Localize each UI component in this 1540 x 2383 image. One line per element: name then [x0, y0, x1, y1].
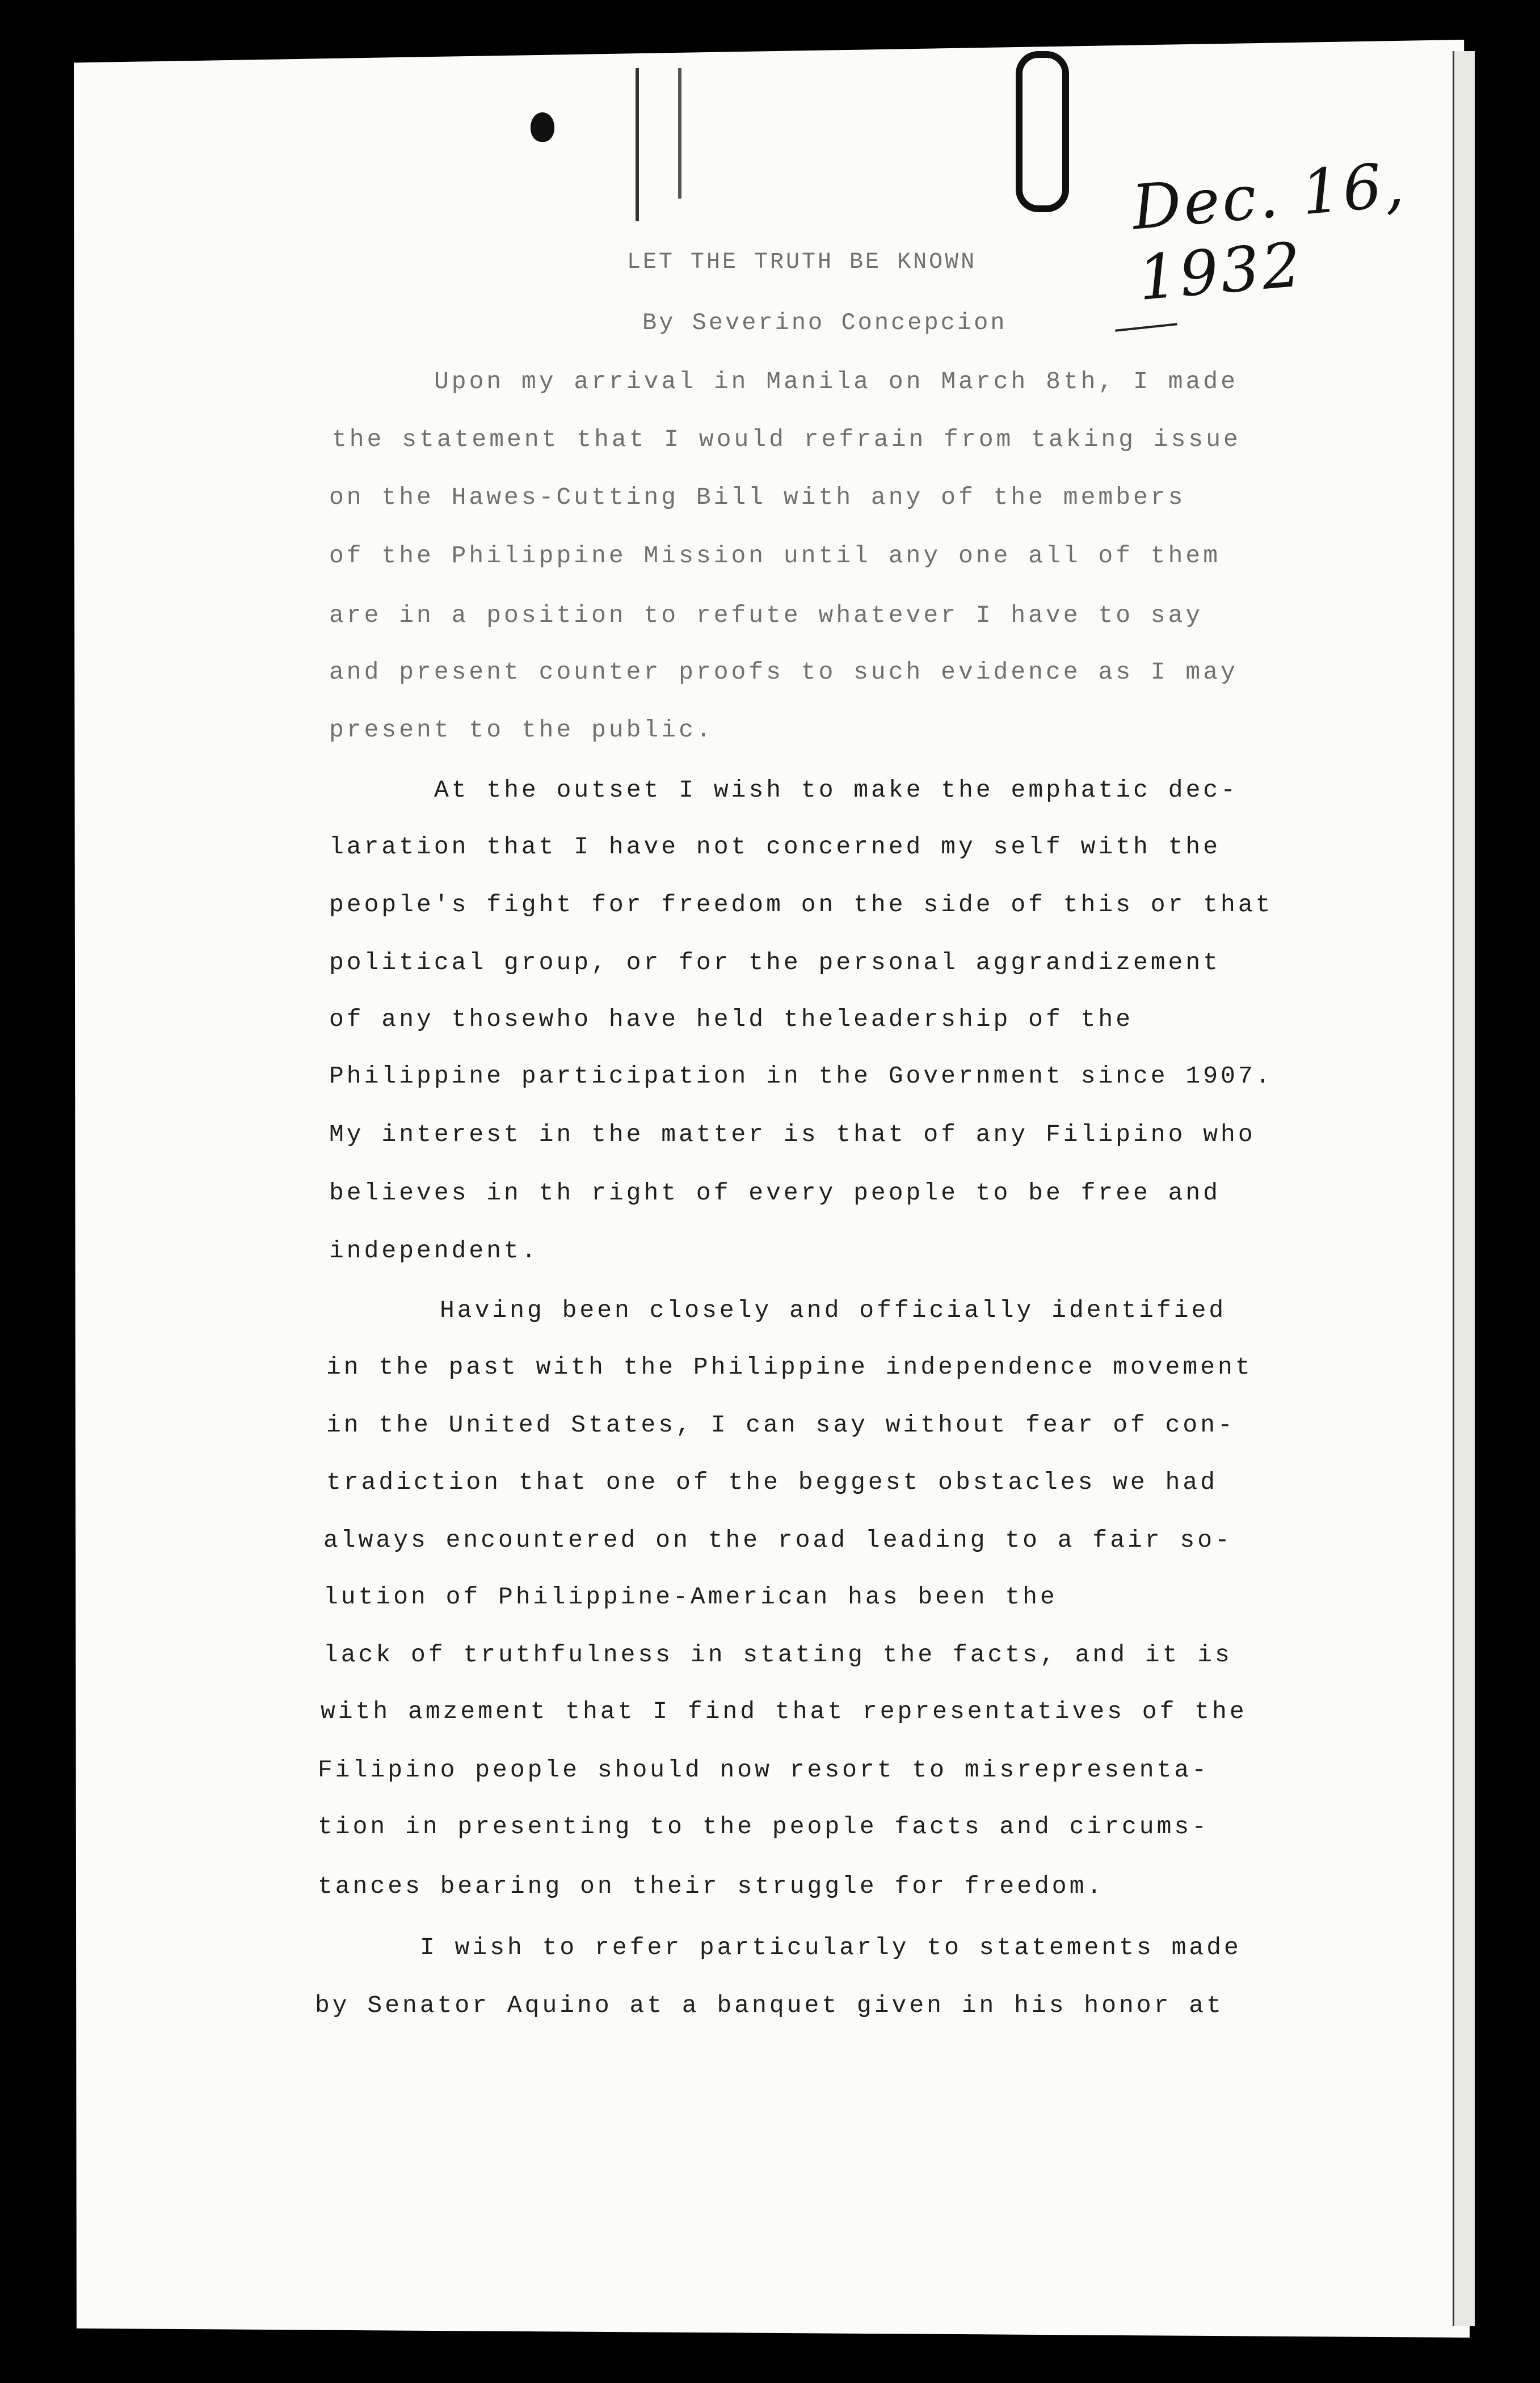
text-line: always encountered on the road leading to a fair so- [323, 1526, 1232, 1554]
text-line: believes in th right of every people to be free and [329, 1179, 1221, 1207]
text-line: Upon my arrival in Manila on March 8th, I made [434, 368, 1238, 395]
text-line: lack of truthfulness in stating the facts, and it is [323, 1641, 1232, 1669]
text-line: with amzement that I find that representatives of the [321, 1698, 1247, 1725]
text-line: My interest in the matter is that of any Filipino who [329, 1121, 1256, 1148]
text-line: tion in presenting to the people facts and circums- [318, 1813, 1210, 1841]
text-line: the statement that I would refrain from taking issue [332, 426, 1241, 453]
document-title: LET THE TRUTH BE KNOWN [627, 250, 977, 275]
text-line: on the Hawes-Cutting Bill with any of the members [329, 483, 1186, 511]
text-line: tradiction that one of the beggest obstacles we had [326, 1468, 1218, 1496]
text-line: tances bearing on their struggle for freedom. [318, 1872, 1105, 1900]
document-byline: By Severino Concepcion [642, 309, 1007, 336]
text-line: At the outset I wish to make the emphatic dec- [434, 776, 1238, 804]
text-line: laration that I have not concerned my self with the [329, 833, 1221, 861]
text-line: Having been closely and officially identified [440, 1296, 1227, 1324]
text-line: Filipino people should now resort to misrepresenta- [318, 1756, 1210, 1784]
text-line: by Senator Aquino at a banquet given in his honor at [315, 1992, 1224, 2019]
text-line: Philippine participation in the Government since 1907. [329, 1062, 1273, 1090]
text-line: political group, or for the personal aggrandizement [329, 949, 1221, 976]
text-line: in the United States, I can say without fear of con- [326, 1411, 1235, 1439]
text-line: lution of Philippine-American has been the [323, 1583, 1058, 1611]
handwritten-date: Dec. 16, 1932 [1129, 149, 1409, 315]
text-line: of the Philippine Mission until any one all of them [329, 542, 1221, 570]
text-line: people's fight for freedom on the side of this or that [329, 891, 1273, 919]
text-line: present to the public. [329, 716, 714, 744]
text-line: are in a position to refute whatever I have to say [329, 601, 1204, 629]
text-line: independent. [329, 1237, 539, 1265]
text-line: of any thosewho have held theleadership of the [329, 1005, 1133, 1033]
text-line: I wish to refer particularly to statements made [420, 1934, 1242, 1961]
text-line: in the past with the Philippine independence movement [326, 1353, 1253, 1381]
text-line: and present counter proofs to such evidence as I may [329, 658, 1238, 686]
